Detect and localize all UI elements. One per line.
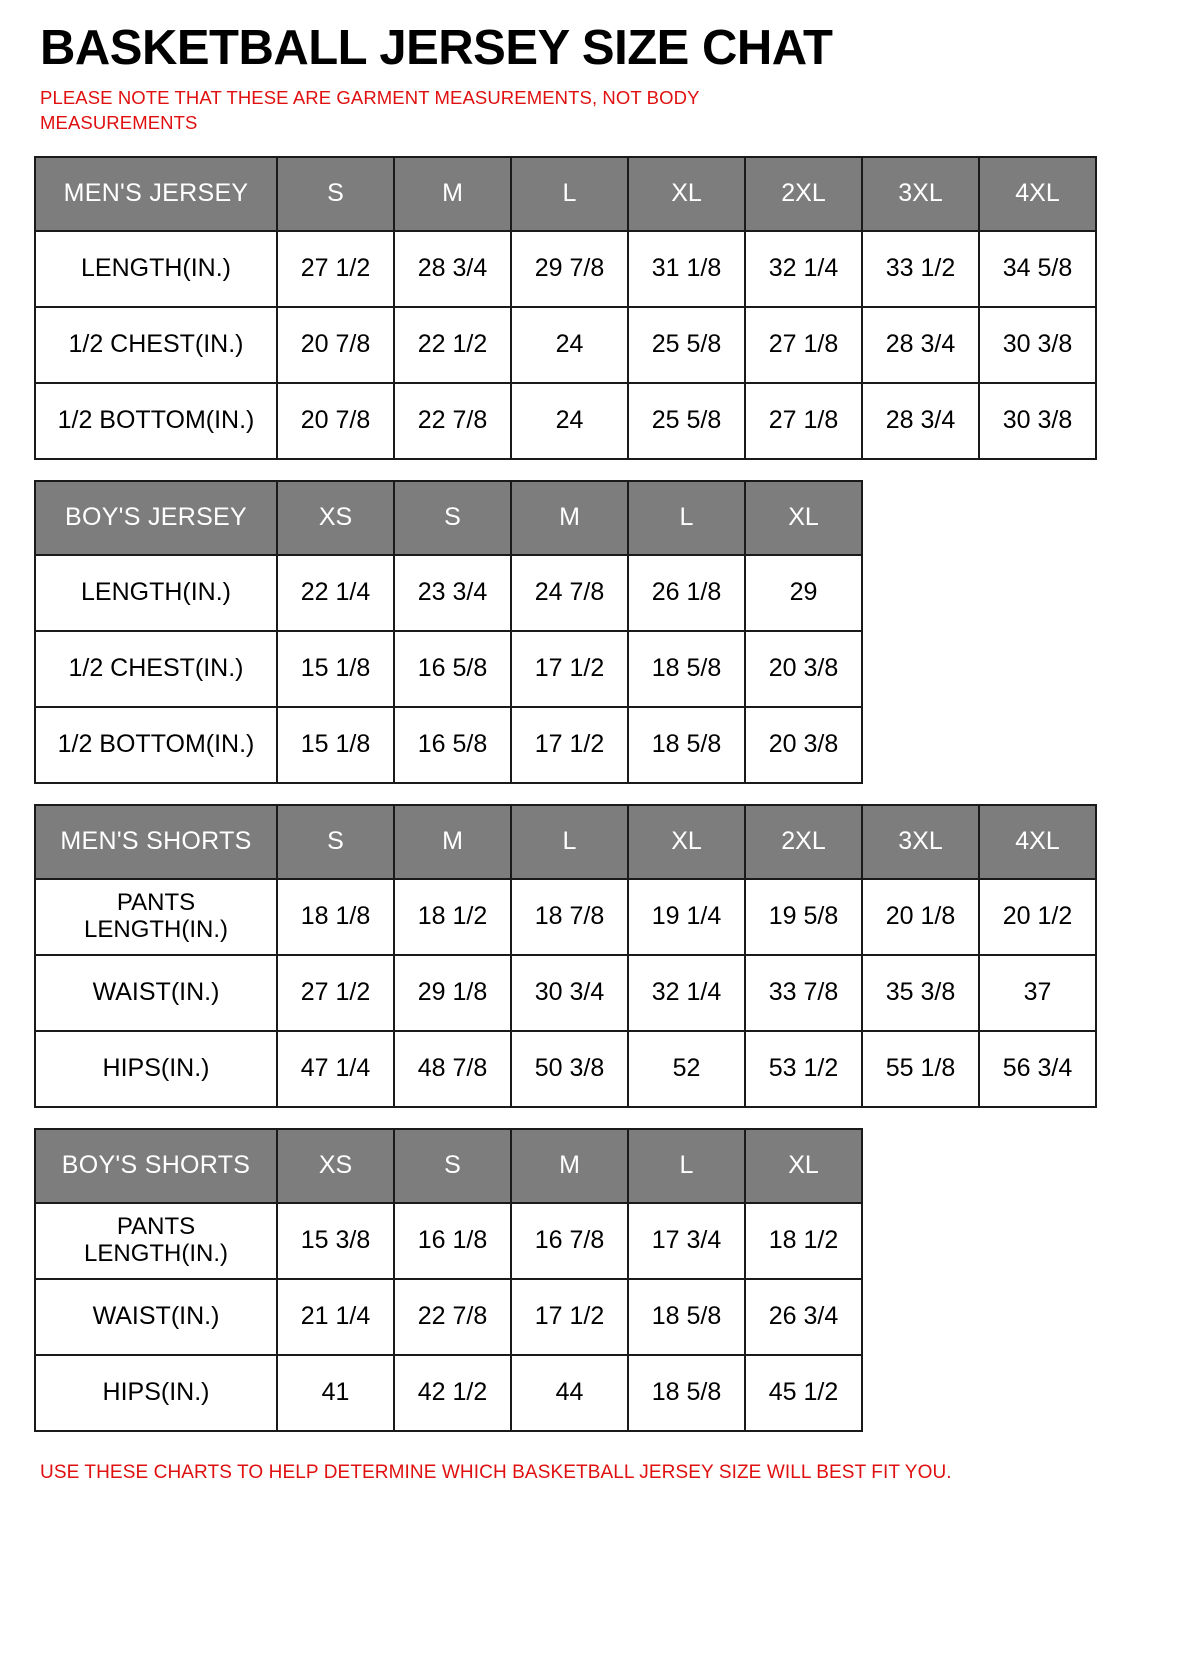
measurement-value: 18 7/8 — [511, 879, 628, 955]
measurement-value: 18 5/8 — [628, 631, 745, 707]
measurement-value: 16 5/8 — [394, 707, 511, 783]
measurement-value: 45 1/2 — [745, 1355, 862, 1431]
size-column-header: L — [628, 1129, 745, 1203]
measurement-value: 27 1/2 — [277, 955, 394, 1031]
measurement-value: 25 5/8 — [628, 383, 745, 459]
measurement-value: 29 7/8 — [511, 231, 628, 307]
measurement-value: 50 3/8 — [511, 1031, 628, 1107]
measurement-value: 18 1/2 — [394, 879, 511, 955]
size-column-header: M — [394, 157, 511, 231]
measurement-value: 34 5/8 — [979, 231, 1096, 307]
measurement-label: 1/2 CHEST(IN.) — [35, 631, 277, 707]
measurement-value: 18 5/8 — [628, 1279, 745, 1355]
measurement-value: 52 — [628, 1031, 745, 1107]
measurement-value: 33 7/8 — [745, 955, 862, 1031]
size-column-header: XS — [277, 1129, 394, 1203]
measurement-value: 31 1/8 — [628, 231, 745, 307]
table-row — [35, 879, 1096, 955]
measurement-value: 22 7/8 — [394, 1279, 511, 1355]
measurement-value: 30 3/8 — [979, 307, 1096, 383]
measurement-value: 28 3/4 — [394, 231, 511, 307]
measurement-value: 27 1/8 — [745, 307, 862, 383]
measurement-label: 1/2 BOTTOM(IN.) — [35, 707, 277, 783]
measurement-value: 30 3/4 — [511, 955, 628, 1031]
size-column-header: M — [511, 1129, 628, 1203]
size-column-header: 2XL — [745, 805, 862, 879]
table-row — [35, 1203, 862, 1279]
measurement-value: 18 1/2 — [745, 1203, 862, 1279]
measurement-value: 17 1/2 — [511, 707, 628, 783]
measurement-value: 41 — [277, 1355, 394, 1431]
measurement-value: 18 5/8 — [628, 707, 745, 783]
size-column-header: S — [277, 805, 394, 879]
measurement-value: 56 3/4 — [979, 1031, 1096, 1107]
table-row — [35, 631, 862, 707]
measurement-value: 15 1/8 — [277, 707, 394, 783]
measurement-value: 32 1/4 — [628, 955, 745, 1031]
measurement-label: HIPS(IN.) — [35, 1031, 277, 1107]
table-row — [35, 383, 1096, 459]
table-row — [35, 1279, 862, 1355]
measurement-value: 22 7/8 — [394, 383, 511, 459]
measurement-label: HIPS(IN.) — [35, 1355, 277, 1431]
measurement-label: LENGTH(IN.) — [35, 555, 277, 631]
measurement-value: 20 3/8 — [745, 707, 862, 783]
measurement-value: 32 1/4 — [745, 231, 862, 307]
table-header-row — [35, 481, 862, 555]
measurement-value: 20 7/8 — [277, 383, 394, 459]
size-column-header: XL — [628, 805, 745, 879]
measurement-value: 23 3/4 — [394, 555, 511, 631]
size-column-header: XL — [628, 157, 745, 231]
table-row — [35, 231, 1096, 307]
size-tables-container — [34, 156, 1166, 1432]
table-row — [35, 555, 862, 631]
measurement-value: 44 — [511, 1355, 628, 1431]
table-category-label: BOY'S SHORTS — [35, 1129, 277, 1203]
table-category-label: MEN'S SHORTS — [35, 805, 277, 879]
table-header-row — [35, 157, 1096, 231]
measurement-value: 18 1/8 — [277, 879, 394, 955]
measurement-value: 15 3/8 — [277, 1203, 394, 1279]
measurement-value: 17 3/4 — [628, 1203, 745, 1279]
size-column-header: S — [394, 481, 511, 555]
size-table — [34, 1128, 863, 1432]
measurement-value: 24 — [511, 307, 628, 383]
size-column-header: XL — [745, 1129, 862, 1203]
page-title: BASKETBALL JERSEY SIZE CHAT — [40, 21, 833, 75]
measurement-value: 37 — [979, 955, 1096, 1031]
page-footer-note: USE THESE CHARTS TO HELP DETERMINE WHICH BASKETBALL JERSEY SIZE WILL BEST FIT YOU. — [40, 1461, 952, 1483]
measurement-value: 33 1/2 — [862, 231, 979, 307]
measurement-value: 42 1/2 — [394, 1355, 511, 1431]
size-column-header: M — [511, 481, 628, 555]
size-column-header: 2XL — [745, 157, 862, 231]
measurement-value: 19 1/4 — [628, 879, 745, 955]
measurement-value: 16 7/8 — [511, 1203, 628, 1279]
measurement-value: 15 1/8 — [277, 631, 394, 707]
measurement-note: PLEASE NOTE THAT THESE ARE GARMENT MEASUREMENTS, NOT BODY MEASUREMENTS — [40, 86, 700, 133]
table-row — [35, 1355, 862, 1431]
measurement-value: 17 1/2 — [511, 1279, 628, 1355]
size-column-header: XS — [277, 481, 394, 555]
measurement-value: 29 1/8 — [394, 955, 511, 1031]
measurement-value: 22 1/2 — [394, 307, 511, 383]
size-column-header: 3XL — [862, 157, 979, 231]
measurement-value: 20 3/8 — [745, 631, 862, 707]
measurement-value: 30 3/8 — [979, 383, 1096, 459]
size-column-header: XL — [745, 481, 862, 555]
measurement-value: 35 3/8 — [862, 955, 979, 1031]
measurement-value: 55 1/8 — [862, 1031, 979, 1107]
size-column-header: L — [511, 157, 628, 231]
measurement-value: 19 5/8 — [745, 879, 862, 955]
measurement-value: 27 1/8 — [745, 383, 862, 459]
table-category-label: BOY'S JERSEY — [35, 481, 277, 555]
measurement-value: 29 — [745, 555, 862, 631]
measurement-value: 16 1/8 — [394, 1203, 511, 1279]
measurement-value: 24 — [511, 383, 628, 459]
measurement-value: 17 1/2 — [511, 631, 628, 707]
measurement-label: 1/2 BOTTOM(IN.) — [35, 383, 277, 459]
size-column-header: S — [277, 157, 394, 231]
measurement-value: 53 1/2 — [745, 1031, 862, 1107]
measurement-label: WAIST(IN.) — [35, 1279, 277, 1355]
size-table — [34, 804, 1097, 1108]
table-header-row — [35, 1129, 862, 1203]
table-category-label: MEN'S JERSEY — [35, 157, 277, 231]
measurement-value: 25 5/8 — [628, 307, 745, 383]
size-column-header: L — [511, 805, 628, 879]
measurement-value: 48 7/8 — [394, 1031, 511, 1107]
measurement-label: PANTS LENGTH(IN.) — [35, 879, 277, 955]
table-row — [35, 707, 862, 783]
table-row — [35, 1031, 1096, 1107]
size-table — [34, 480, 863, 784]
size-column-header: L — [628, 481, 745, 555]
size-column-header: 3XL — [862, 805, 979, 879]
size-column-header: M — [394, 805, 511, 879]
measurement-label: WAIST(IN.) — [35, 955, 277, 1031]
measurement-value: 21 1/4 — [277, 1279, 394, 1355]
measurement-value: 28 3/4 — [862, 383, 979, 459]
measurement-value: 26 3/4 — [745, 1279, 862, 1355]
measurement-value: 20 1/2 — [979, 879, 1096, 955]
measurement-label: 1/2 CHEST(IN.) — [35, 307, 277, 383]
size-column-header: 4XL — [979, 805, 1096, 879]
size-column-header: S — [394, 1129, 511, 1203]
size-table — [34, 156, 1097, 460]
table-row — [35, 955, 1096, 1031]
measurement-value: 20 7/8 — [277, 307, 394, 383]
measurement-value: 16 5/8 — [394, 631, 511, 707]
measurement-value: 24 7/8 — [511, 555, 628, 631]
measurement-value: 47 1/4 — [277, 1031, 394, 1107]
size-column-header: 4XL — [979, 157, 1096, 231]
table-row — [35, 307, 1096, 383]
measurement-label: LENGTH(IN.) — [35, 231, 277, 307]
measurement-value: 20 1/8 — [862, 879, 979, 955]
measurement-value: 26 1/8 — [628, 555, 745, 631]
measurement-label: PANTS LENGTH(IN.) — [35, 1203, 277, 1279]
measurement-value: 27 1/2 — [277, 231, 394, 307]
table-header-row — [35, 805, 1096, 879]
measurement-value: 18 5/8 — [628, 1355, 745, 1431]
measurement-value: 22 1/4 — [277, 555, 394, 631]
measurement-value: 28 3/4 — [862, 307, 979, 383]
